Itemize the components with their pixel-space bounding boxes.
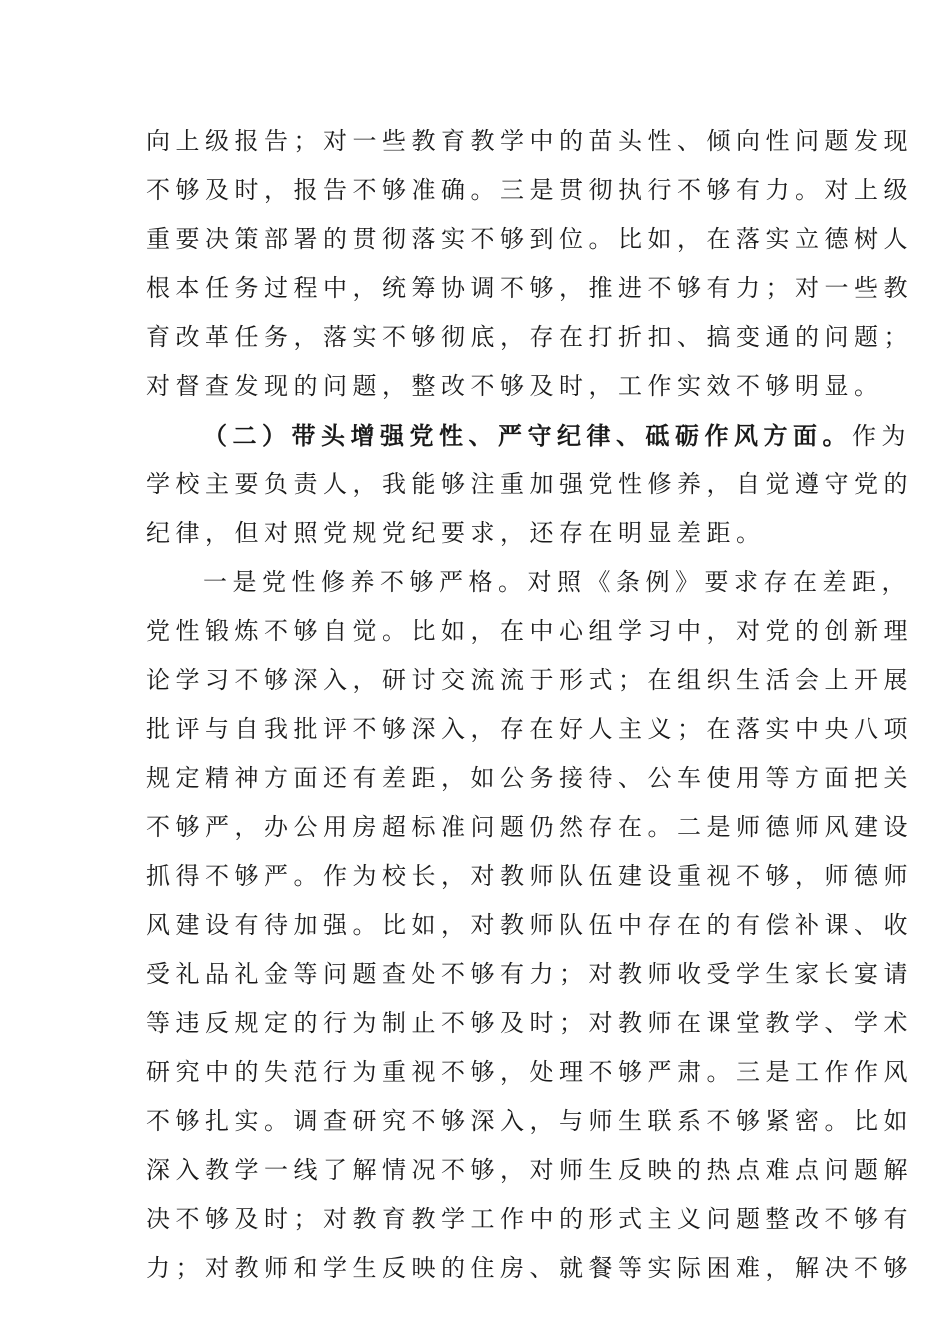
text-line: 党性锻炼不够自觉。比如，在中心组学习中，对党的创新理 [146, 617, 913, 645]
text-line: 决不够及时；对教育教学工作中的形式主义问题整改不够有 [146, 1205, 913, 1233]
paragraph-section-2 [146, 411, 913, 558]
text-line: 学校主要负责人，我能够注重加强党性修养，自觉遵守党的 [146, 470, 913, 498]
text-line: 力；对教师和学生反映的住房、就餐等实际困难，解决不够 [146, 1254, 913, 1282]
text-line: 一是党性修养不够严格。对照《条例》要求存在差距， [203, 568, 911, 596]
section-heading-line [146, 411, 911, 460]
text-line: 深入教学一线了解情况不够，对师生反映的热点难点问题解 [146, 1156, 913, 1184]
text-line: 向上级报告；对一些教育教学中的苗头性、倾向性问题发现 [146, 127, 913, 155]
text-line: 批评与自我批评不够深入，存在好人主义；在落实中央八项 [146, 715, 913, 743]
text-line: 重要决策部署的贯彻落实不够到位。比如，在落实立德树人 [146, 225, 913, 253]
text-line: 等违反规定的行为制止不够及时；对教师在课堂教学、学术 [146, 1009, 913, 1037]
text-line: 对督查发现的问题，整改不够及时，工作实效不够明显。 [146, 372, 884, 400]
section-heading: （二）带头增强党性、严守纪律、砥砺作风方面。 [203, 421, 852, 450]
text-line: 规定精神方面还有差距，如公务接待、公车使用等方面把关 [146, 764, 913, 792]
text-line: 研究中的失范行为重视不够，处理不够严肃。三是工作作风 [146, 1058, 913, 1086]
text-line: 不够及时，报告不够准确。三是贯彻执行不够有力。对上级 [146, 176, 913, 204]
text-line: 不够严，办公用房超标准问题仍然存在。二是师德师风建设 [146, 813, 913, 841]
heading-line-rest: 作为 [852, 422, 911, 450]
text-line: 抓得不够严。作为校长，对教师队伍建设重视不够，师德师 [146, 862, 913, 890]
text-line: 根本任务过程中，统筹协调不够，推进不够有力；对一些教 [146, 274, 913, 302]
text-line: 风建设有待加强。比如，对教师队伍中存在的有偿补课、收 [146, 911, 913, 939]
text-line: 论学习不够深入，研讨交流流于形式；在组织生活会上开展 [146, 666, 913, 694]
text-line: 不够扎实。调查研究不够深入，与师生联系不够紧密。比如 [146, 1107, 913, 1135]
text-line: 纪律，但对照党规党纪要求，还存在明显差距。 [146, 519, 766, 547]
paragraph-continuation [146, 117, 913, 411]
text-line: 受礼品礼金等问题查处不够有力；对教师收受学生家长宴请 [146, 960, 913, 988]
paragraph-details [146, 558, 913, 1293]
document-body [146, 117, 913, 1293]
text-line: 育改革任务，落实不够彻底，存在打折扣、搞变通的问题； [146, 323, 913, 351]
